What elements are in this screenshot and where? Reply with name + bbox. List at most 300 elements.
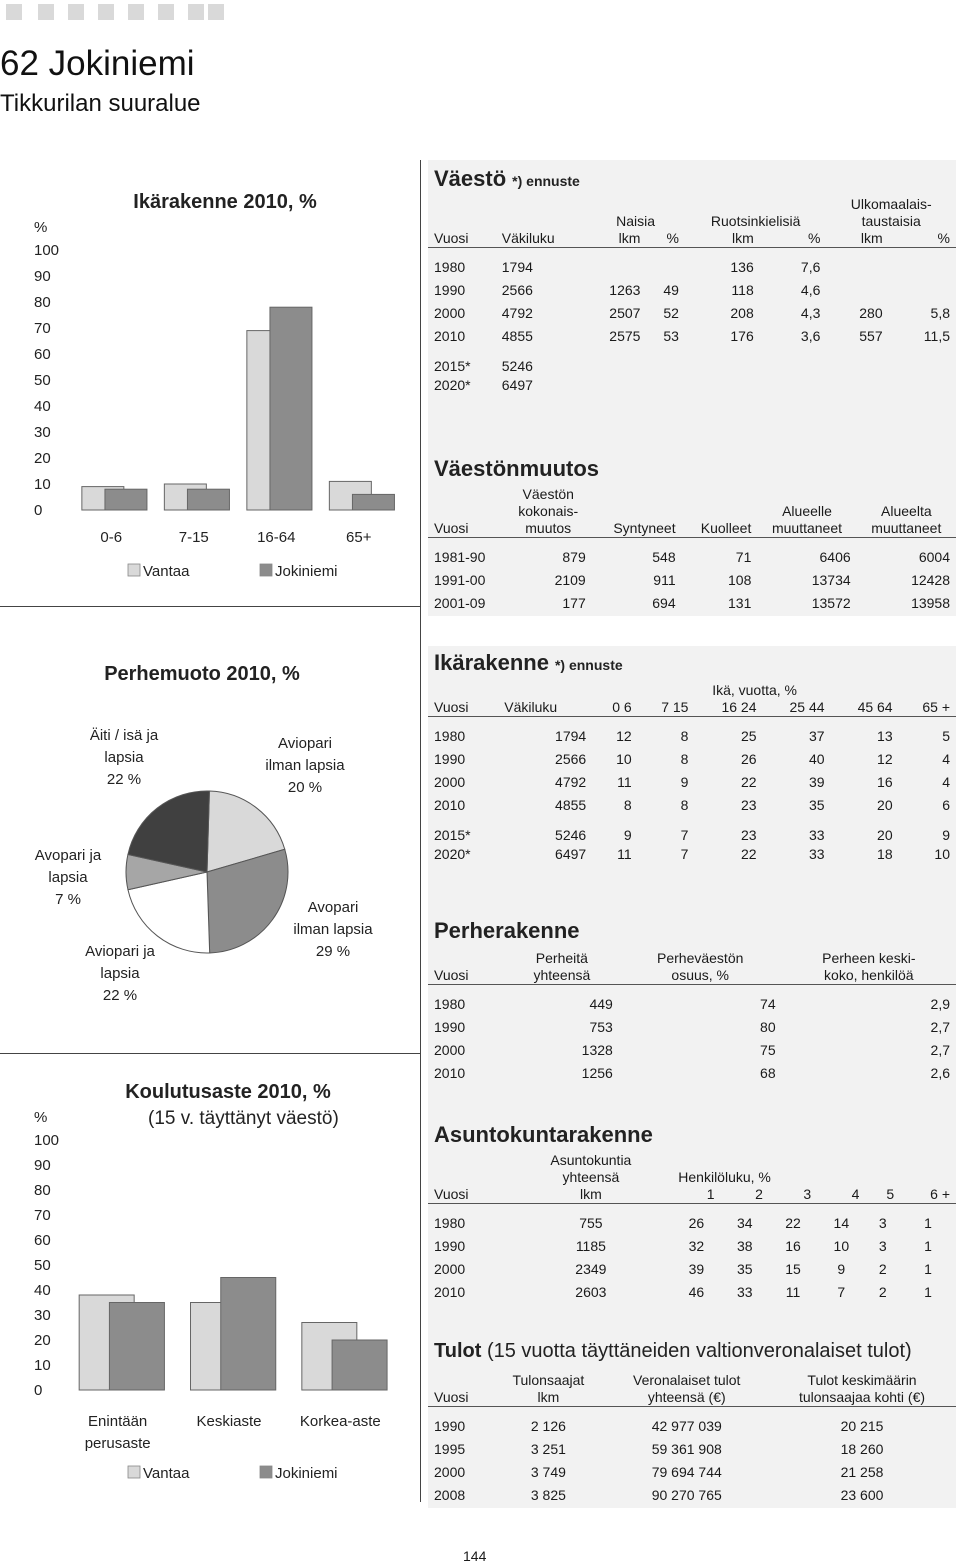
column-header: Vuosi xyxy=(428,1186,509,1204)
population-change-table xyxy=(428,486,956,615)
column-header: 65 + xyxy=(899,699,956,717)
table-cell: 1990 xyxy=(434,751,466,767)
table-cell: 4 xyxy=(942,751,950,767)
table-cell: 4855 xyxy=(555,797,587,813)
table-cell: 1980 xyxy=(434,1215,466,1231)
x-tick-label: 7-15 xyxy=(178,529,209,546)
x-tick-label: 0-6 xyxy=(100,529,123,546)
table-cell: 13958 xyxy=(911,595,950,611)
table-cell: 449 xyxy=(589,996,613,1012)
table-cell: 118 xyxy=(731,282,754,298)
column-header: Vuosi xyxy=(428,950,505,985)
table-cell: 3 xyxy=(878,1238,887,1254)
family-structure-panel xyxy=(428,898,956,1104)
slice-label: lapsia xyxy=(104,749,144,766)
table-cell: 7 xyxy=(680,846,689,862)
income-title-rest: (15 vuotta täyttäneiden valtionveronalaiset tulot) xyxy=(486,1340,912,1362)
table-cell: 2015* xyxy=(434,357,471,374)
table-row xyxy=(428,817,956,843)
table-cell: 20 xyxy=(877,797,893,813)
household-structure-table xyxy=(428,1152,956,1304)
column-header-line: lkm xyxy=(537,1389,560,1405)
table-cell: 2010 xyxy=(434,797,466,813)
table-cell: 38 xyxy=(736,1238,753,1254)
y-tick-label: 100 xyxy=(34,1132,60,1149)
table-cell: 548 xyxy=(652,549,676,565)
y-tick-label: 10 xyxy=(34,1357,51,1374)
table-cell: 12 xyxy=(616,728,632,744)
column-header xyxy=(782,950,956,985)
column-header: Vuosi xyxy=(428,699,498,717)
column-header: Vuosi xyxy=(428,486,505,538)
y-tick-label: 10 xyxy=(34,476,51,493)
y-tick-label: 60 xyxy=(34,1232,51,1249)
table-cell: 2,7 xyxy=(930,1042,950,1058)
column-header xyxy=(505,486,592,538)
table-cell: 2349 xyxy=(575,1261,607,1277)
table-cell: 8 xyxy=(680,751,689,767)
income-title-text: Tulot xyxy=(434,1340,482,1362)
table-cell xyxy=(586,374,646,397)
table-cell: 35 xyxy=(808,797,825,813)
column-header: Syntyneet xyxy=(592,486,682,538)
population-change-title: Väestönmuutos xyxy=(434,456,600,481)
table-cell: 108 xyxy=(728,572,752,588)
table-cell: 2000 xyxy=(434,774,466,790)
x-tick-label: Enintään xyxy=(88,1413,148,1430)
slice-label: Avopari xyxy=(307,899,359,916)
table-cell: 4792 xyxy=(555,774,587,790)
column-header xyxy=(619,950,782,985)
table-cell: 5246 xyxy=(555,826,587,843)
y-tick-label: 50 xyxy=(34,1257,51,1274)
table-row xyxy=(428,1438,956,1461)
table-cell: 4,6 xyxy=(800,282,821,298)
family-structure-table xyxy=(428,950,956,1085)
table-cell: 1990 xyxy=(434,1418,466,1434)
table-cell: 71 xyxy=(735,549,752,565)
household-structure-panel xyxy=(428,1104,956,1324)
family-type-chart xyxy=(0,650,420,1050)
table-cell: 2010 xyxy=(434,328,466,344)
table-cell: 4855 xyxy=(501,328,533,344)
y-tick-label: 80 xyxy=(34,1182,51,1199)
table-cell: 11 xyxy=(617,846,632,862)
slice-label: Aviopari ja xyxy=(85,943,155,960)
table-cell: 1981-90 xyxy=(434,549,486,565)
slice-label: 22 % xyxy=(106,771,142,788)
table-cell: 34 xyxy=(736,1215,753,1231)
table-cell xyxy=(646,256,684,279)
table-cell: 26 xyxy=(740,751,757,767)
table-cell: 52 xyxy=(663,305,679,321)
table-cell: 23 600 xyxy=(840,1487,884,1503)
table-row xyxy=(428,1235,956,1258)
column-header: % xyxy=(889,230,956,248)
column-header-line: yhteensä (€) xyxy=(647,1389,726,1405)
chart-title: Perhemuoto 2010, % xyxy=(104,663,300,685)
column-header: 5 xyxy=(865,1186,900,1204)
forecast-note: *) ennuste xyxy=(512,173,580,189)
table-cell: 40 xyxy=(808,751,825,767)
table-cell: 39 xyxy=(808,774,825,790)
table-cell: 53 xyxy=(663,328,679,344)
divider xyxy=(0,1053,420,1054)
column-header xyxy=(491,1372,605,1407)
forecast-note: *) ennuste xyxy=(554,657,623,673)
table-cell: 2,9 xyxy=(930,996,950,1012)
table-cell: 1990 xyxy=(434,1238,466,1254)
table-row xyxy=(428,1484,956,1507)
y-tick-label: 80 xyxy=(34,294,51,311)
page-subtitle: Tikkurilan suuralue xyxy=(0,90,201,117)
slice-label: lapsia xyxy=(48,869,88,886)
table-cell: 20 xyxy=(877,826,893,843)
table-cell: 2575 xyxy=(609,328,641,344)
column-header xyxy=(857,486,956,538)
y-tick-label: 20 xyxy=(34,450,51,467)
table-cell: 12 xyxy=(877,751,893,767)
table-cell: 6004 xyxy=(918,549,950,565)
table-cell: 46 xyxy=(688,1284,705,1300)
table-cell: 2000 xyxy=(434,1464,466,1480)
table-cell: 280 xyxy=(859,305,883,321)
table-row xyxy=(428,569,956,592)
table-row xyxy=(428,794,956,817)
table-cell: 35 xyxy=(736,1261,753,1277)
table-cell: 12428 xyxy=(911,572,950,588)
column-header-line: Perheen keski- xyxy=(822,950,916,966)
y-tick-label: 30 xyxy=(34,1307,51,1324)
table-row xyxy=(428,1461,956,1484)
table-cell xyxy=(889,256,956,279)
table-cell: 39 xyxy=(688,1261,705,1277)
table-cell: 11 xyxy=(617,774,632,790)
group-header: Naisia xyxy=(616,213,656,229)
x-tick-label: 16-64 xyxy=(257,529,296,546)
table-cell: 8 xyxy=(680,797,689,813)
column-header: Kuolleet xyxy=(682,486,758,538)
table-cell: 2109 xyxy=(554,572,586,588)
column-header-line: Alueelle xyxy=(782,503,832,519)
table-cell: 1185 xyxy=(575,1238,606,1254)
table-cell: 26 xyxy=(688,1215,705,1231)
table-cell: 2 126 xyxy=(530,1418,566,1434)
table-cell: 42 977 039 xyxy=(651,1418,722,1434)
column-header: Vuosi xyxy=(428,1372,491,1407)
table-cell: 2 xyxy=(878,1261,887,1277)
table-cell: 2000 xyxy=(434,1261,466,1277)
table-cell: 1990 xyxy=(434,282,466,298)
column-header: Väkiluku xyxy=(496,230,587,248)
y-tick-label: 100 xyxy=(34,242,60,259)
table-cell: 6497 xyxy=(501,377,533,393)
table-cell: 68 xyxy=(760,1065,776,1081)
table-cell xyxy=(760,348,827,374)
table-cell: 9 xyxy=(837,1261,846,1277)
group-header-line: taustaisia xyxy=(861,213,921,229)
table-cell: 3 251 xyxy=(530,1441,566,1457)
column-header-line: yhteensä xyxy=(562,1169,620,1185)
table-cell: 1256 xyxy=(581,1065,613,1081)
table-cell: 2 xyxy=(878,1284,887,1300)
table-cell: 90 270 765 xyxy=(651,1487,722,1503)
bar-jokiniemi xyxy=(270,307,312,510)
legend-label: Jokiniemi xyxy=(275,1465,338,1482)
y-tick-label: 70 xyxy=(34,1207,51,1224)
table-cell: 5,8 xyxy=(930,305,950,321)
legend-swatch xyxy=(128,1466,140,1478)
column-header: Vuosi xyxy=(428,230,496,248)
y-tick-label: 90 xyxy=(34,1157,51,1174)
column-header: % xyxy=(646,230,684,248)
y-tick-label: 30 xyxy=(34,424,51,441)
table-cell: 1980 xyxy=(434,259,466,275)
table-cell: 7,6 xyxy=(800,259,821,275)
table-cell: 16 xyxy=(877,774,893,790)
table-row xyxy=(428,546,956,569)
table-cell: 1980 xyxy=(434,996,466,1012)
table-cell xyxy=(646,374,684,397)
table-cell: 2,7 xyxy=(930,1019,950,1035)
column-header-line: Väestön xyxy=(522,486,574,502)
column-header: 2 xyxy=(721,1186,769,1204)
table-cell: 1 xyxy=(924,1215,932,1231)
table-cell: 4792 xyxy=(501,305,533,321)
table-cell: 2015* xyxy=(434,826,471,843)
table-cell: 1991-00 xyxy=(434,572,486,588)
bar-jokiniemi xyxy=(221,1278,276,1391)
education-chart xyxy=(0,1070,420,1490)
bar-jokiniemi xyxy=(352,494,394,510)
column-header: 3 xyxy=(769,1186,817,1204)
table-cell: 208 xyxy=(730,305,754,321)
table-cell: 6497 xyxy=(555,846,587,862)
column-header: lkm xyxy=(509,1186,672,1204)
table-cell xyxy=(826,348,888,374)
column-header xyxy=(505,950,619,985)
table-cell: 879 xyxy=(562,549,586,565)
table-cell: 2603 xyxy=(575,1284,607,1300)
table-cell: 131 xyxy=(728,595,752,611)
table-cell: 5 xyxy=(942,728,950,744)
table-cell: 3 749 xyxy=(530,1464,566,1480)
table-cell: 557 xyxy=(859,328,883,344)
table-cell: 11,5 xyxy=(923,328,950,344)
column-header xyxy=(768,1372,956,1407)
table-cell: 22 xyxy=(740,846,757,862)
table-cell: 176 xyxy=(730,328,754,344)
table-row xyxy=(428,374,956,397)
divider xyxy=(420,160,421,1502)
y-tick-label: 40 xyxy=(34,1282,51,1299)
table-cell: 136 xyxy=(730,259,754,275)
table-cell: 20 215 xyxy=(840,1418,884,1434)
column-header-line: Veronalaiset tulot xyxy=(633,1372,741,1388)
column-header: % xyxy=(760,230,827,248)
x-tick-label: Keskiaste xyxy=(196,1413,262,1430)
table-cell: 1328 xyxy=(581,1042,613,1058)
table-row xyxy=(428,302,956,325)
table-row xyxy=(428,1212,956,1235)
slice-label: 29 % xyxy=(315,943,351,960)
table-cell xyxy=(889,279,956,302)
table-cell: 2010 xyxy=(434,1065,466,1081)
table-row xyxy=(428,256,956,279)
x-tick-label: perusaste xyxy=(84,1435,151,1452)
table-cell: 2020* xyxy=(434,846,471,862)
table-cell: 10 xyxy=(616,751,632,767)
slice-label: 20 % xyxy=(287,779,323,796)
slice-label: lapsia xyxy=(100,965,140,982)
column-header: Väkiluku xyxy=(498,699,592,717)
table-cell: 6406 xyxy=(819,549,851,565)
table-cell: 3,6 xyxy=(800,328,821,344)
table-cell: 74 xyxy=(760,996,776,1012)
table-cell xyxy=(826,256,888,279)
legend-swatch xyxy=(260,564,272,576)
family-structure-title: Perherakenne xyxy=(434,918,580,943)
table-cell: 911 xyxy=(653,572,676,588)
column-header: 0 6 xyxy=(592,699,638,717)
column-header: 4 xyxy=(817,1186,865,1204)
column-header-line: muuttaneet xyxy=(871,520,942,536)
y-tick-label: 20 xyxy=(34,1332,51,1349)
table-cell: 8 xyxy=(680,728,689,744)
income-title xyxy=(434,1340,912,1363)
income-panel xyxy=(428,1324,956,1508)
table-cell: 22 xyxy=(785,1215,801,1231)
column-header xyxy=(605,1372,768,1407)
column-header-line: tulonsaajaa kohti (€) xyxy=(798,1389,926,1405)
slice-label: 7 % xyxy=(55,891,81,908)
table-cell: 2566 xyxy=(555,751,587,767)
header-square xyxy=(6,4,22,20)
table-cell: 1 xyxy=(924,1238,932,1254)
table-cell: 1794 xyxy=(501,259,533,275)
table-cell: 1 xyxy=(924,1284,932,1300)
column-header: 1 xyxy=(672,1186,720,1204)
header-square xyxy=(188,4,204,20)
age-structure-panel xyxy=(428,646,956,898)
table-row xyxy=(428,325,956,348)
population-panel xyxy=(428,160,956,420)
table-cell: 79 694 744 xyxy=(651,1464,722,1480)
table-cell xyxy=(586,256,646,279)
header-square xyxy=(38,4,54,20)
table-cell: 3 825 xyxy=(530,1487,566,1503)
table-cell: 694 xyxy=(652,595,676,611)
table-cell: 18 xyxy=(877,846,893,862)
table-cell: 1980 xyxy=(434,728,466,744)
age-structure-title-text: Ikärakenne xyxy=(434,650,549,675)
table-cell: 6 xyxy=(942,797,950,813)
x-tick-label: Korkea-aste xyxy=(299,1413,381,1430)
age-structure-table xyxy=(428,682,956,866)
table-cell: 2020* xyxy=(434,377,471,393)
table-cell: 11 xyxy=(785,1284,801,1300)
table-row xyxy=(428,348,956,374)
column-header-line: Asuntokuntia xyxy=(550,1152,632,1168)
table-cell: 2,6 xyxy=(930,1065,950,1081)
legend-label: Vantaa xyxy=(143,563,190,580)
table-row xyxy=(428,748,956,771)
column-header-line: Tulonsaajat xyxy=(512,1372,585,1388)
column-header: 25 44 xyxy=(763,699,831,717)
column-header-line: muutos xyxy=(525,520,572,536)
chart-title: Ikärakenne 2010, % xyxy=(133,191,317,213)
slice-label: Äiti / isä ja xyxy=(89,727,159,744)
column-header: 7 15 xyxy=(638,699,695,717)
table-cell xyxy=(646,348,684,374)
table-cell: 8 xyxy=(623,797,632,813)
table-cell: 10 xyxy=(833,1238,850,1254)
page-title: 62 Jokiniemi xyxy=(0,44,195,83)
population-title xyxy=(434,166,580,192)
table-cell: 7 xyxy=(837,1284,846,1300)
column-header: lkm xyxy=(826,230,888,248)
chart-title: Koulutusaste 2010, % xyxy=(125,1081,331,1103)
table-cell: 13572 xyxy=(811,595,851,611)
table-cell: 2010 xyxy=(434,1284,466,1300)
column-header: lkm xyxy=(586,230,646,248)
slice-label: ilman lapsia xyxy=(293,921,373,938)
table-cell: 32 xyxy=(688,1238,705,1254)
legend-swatch xyxy=(128,564,140,576)
table-cell: 1263 xyxy=(609,282,641,298)
y-tick-label: 0 xyxy=(34,1382,43,1399)
y-tick-label: 60 xyxy=(34,346,51,363)
table-cell: 16 xyxy=(785,1238,801,1254)
age-structure-chart xyxy=(0,180,420,600)
table-row xyxy=(428,1415,956,1438)
y-axis-label: % xyxy=(34,219,48,236)
table-cell: 1990 xyxy=(434,1019,466,1035)
chart-subtitle: (15 v. täyttänyt väestö) xyxy=(148,1108,339,1129)
table-cell xyxy=(826,374,888,397)
bar-jokiniemi xyxy=(105,489,147,510)
table-cell: 2000 xyxy=(434,1042,466,1058)
divider xyxy=(0,606,420,607)
table-cell xyxy=(889,374,956,397)
bar-jokiniemi xyxy=(109,1303,164,1391)
header-square xyxy=(68,4,84,20)
table-cell: 755 xyxy=(579,1215,603,1231)
group-header: Henkilöluku, % xyxy=(678,1169,771,1185)
slice-label: 22 % xyxy=(102,987,138,1004)
table-cell: 33 xyxy=(808,826,825,843)
column-header-line: koko, henkilöä xyxy=(824,967,914,983)
bar-jokiniemi xyxy=(332,1340,387,1390)
y-tick-label: 0 xyxy=(34,502,43,519)
table-row xyxy=(428,279,956,302)
column-header-line: kokonais- xyxy=(518,503,579,519)
y-tick-label: 50 xyxy=(34,372,51,389)
table-cell xyxy=(760,374,827,397)
table-cell: 9 xyxy=(680,774,689,790)
table-cell: 49 xyxy=(663,282,679,298)
header-square xyxy=(98,4,114,20)
table-cell: 3 xyxy=(878,1215,887,1231)
table-cell: 75 xyxy=(760,1042,776,1058)
header-square xyxy=(208,4,224,20)
table-row xyxy=(428,592,956,615)
table-cell: 59 361 908 xyxy=(651,1441,722,1457)
y-tick-label: 90 xyxy=(34,268,51,285)
table-row xyxy=(428,771,956,794)
slice-label: Aviopari xyxy=(278,735,332,752)
table-cell: 4 xyxy=(942,774,950,790)
